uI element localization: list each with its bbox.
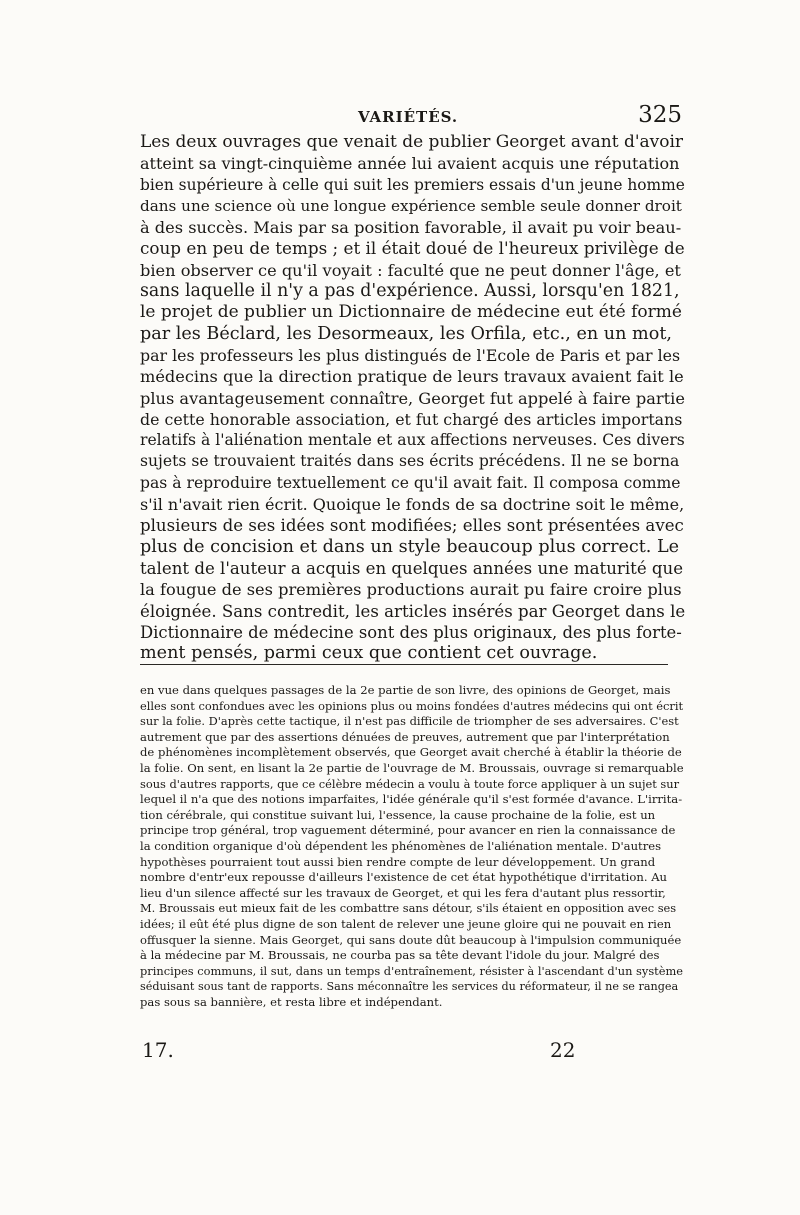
body-text-line: atteint sa vingt-cinquième année lui avaient acquis une réputation	[140, 154, 680, 174]
footnote-line: principes communs, il sut, dans un temps d'entraînement, résister à l'ascendant d'un système	[140, 963, 684, 978]
footnote-line: en vue dans quelques passages de la 2e partie de son livre, des opinions de Georget, mais	[140, 683, 671, 697]
footnote-line: séduisant sous tant de rapports. Sans méconnaître les services du réformateur, il ne se rangea	[140, 980, 679, 994]
body-text-line: le projet de publier un Dictionnaire de médecine eut été formé	[140, 302, 682, 323]
footnote-line: nombre d'entr'eux repousse d'ailleurs l'existence de cet état hypothétique d'irritation. Au	[140, 870, 668, 885]
body-text-line: éloignée. Sans contredit, les articles insérés par Georget dans le	[140, 601, 685, 621]
body-text-line: Dictionnaire de médecine sont des plus originaux, des plus forte-	[140, 622, 682, 642]
footnote-line: à la médecine par M. Broussais, ne courba pas sa tête devant l'idole du jour. Malgré des	[140, 948, 660, 963]
footnote-line: la folie. On sent, en lisant la 2e partie de l'ouvrage de M. Broussais, ouvrage si remarquable	[140, 760, 684, 775]
body-text-line: ment pensés, parmi ceux que contient cet ouvrage.	[140, 643, 598, 664]
body-text-line: médecins que la direction pratique de leurs travaux avaient fait le	[140, 367, 684, 387]
body-text-line: bien supérieure à celle qui suit les premiers essais d'un jeune homme	[140, 175, 685, 194]
footnote-line: de phénomènes incomplètement observés, que Georget avait cherché à établir la théorie de	[140, 745, 682, 760]
page-footer	[140, 1038, 685, 1066]
footnote-line: sur la folie. D'après cette tactique, il n'est pas difficile de triompher de ses adversaires. C'est	[140, 714, 679, 729]
footnote-line: tion cérébrale, qui constitue suivant lui, l'essence, la cause prochaine de la folie, est un	[140, 807, 656, 822]
body-text-line: à des succès. Mais par sa position favorable, il avait pu voir beau-	[140, 218, 682, 238]
body-text-line: relatifs à l'aliénation mentale et aux affections nerveuses. Ces divers	[140, 431, 685, 450]
body-text-line: par les professeurs les plus distingués de l'Ecole de Paris et par les	[140, 345, 681, 365]
footnote-line: hypothèses pourraient tout aussi bien rendre compte de leur développement. Un grand	[140, 854, 656, 869]
body-text-line: plus avantageusement connaître, Georget fut appelé à faire partie	[140, 388, 685, 408]
body-text-line: Les deux ouvrages que venait de publier Georget avant d'avoir	[140, 132, 684, 152]
body-text-line: de cette honorable association, et fut chargé des articles importans	[140, 409, 683, 429]
page-number: 325	[638, 102, 682, 128]
signature-mark-left: 17.	[142, 1038, 174, 1062]
footnote-line: elles sont confondues avec les opinions plus ou moins fondées d'autres médecins qui ont écrit	[140, 698, 684, 713]
footnote-line: M. Broussais eut mieux fait de les combattre sans détour, s'ils étaient en opposition avec ses	[140, 901, 677, 916]
footnote	[140, 683, 685, 1010]
footnote-line: lieu d'un silence affecté sur les travaux de Georget, et qui les fera d'autant plus ressortir,	[140, 885, 666, 900]
footnote-line: sous d'autres rapports, que ce célèbre médecin a voulu à toute force appliquer à un sujet sur	[140, 776, 680, 791]
body-text-line: la fougue de ses premières productions aurait pu faire croire plus	[140, 580, 682, 600]
body-text-line: coup en peu de temps ; et il était doué de l'heureux privilège de	[140, 238, 685, 259]
footnote-line: autrement que par des assertions dénuées de preuves, autrement que par l'interprétation	[140, 729, 670, 744]
body-text-line: bien observer ce qu'il voyait : faculté que ne peut donner l'âge, et	[140, 260, 681, 280]
footnote-line: idées; il eût été plus digne de son talent de relever une jeune gloire qui ne pouvait en rien	[140, 916, 672, 931]
body-text-line: s'il n'avait rien écrit. Quoique le fonds de sa doctrine soit le même,	[140, 495, 685, 515]
body-text-line: sujets se trouvaient traités dans ses écrits précédens. Il ne se borna	[140, 452, 680, 471]
body-text-line: plus de concision et dans un style beaucoup plus correct. Le	[140, 536, 680, 557]
footnote-separator	[140, 664, 668, 665]
body-text-line: pas à reproduire textuellement ce qu'il avait fait. Il composa comme	[140, 473, 681, 492]
footnote-line: principe trop général, trop vaguement déterminé, pour avancer en rien la connaissance de	[140, 823, 676, 838]
body-text-line: plusieurs de ses idées sont modifiées; elles sont présentées avec	[140, 516, 684, 536]
signature-mark-right: 22	[550, 1038, 576, 1062]
body-text-line: talent de l'auteur a acquis en quelques années une maturité que	[140, 558, 684, 578]
footnote-line: offusquer la sienne. Mais Georget, qui sans doute dût beaucoup à l'impulsion communiquée	[140, 932, 682, 947]
body-text-line: sans laquelle il n'y a pas d'expérience. Aussi, lorsqu'en 1821,	[140, 281, 680, 302]
body-paragraph	[140, 132, 685, 664]
body-text-line: par les Béclard, les Desormeaux, les Orfila, etc., en un mot,	[140, 323, 672, 344]
footnote-line: pas sous sa bannière, et resta libre et indépendant.	[140, 994, 443, 1009]
running-head: VARIÉTÉS.	[358, 108, 459, 126]
footnote-line: la condition organique d'où dépendent les phénomènes de l'aliénation mentale. D'autres	[140, 838, 662, 853]
footnote-line: lequel il n'a que des notions imparfaites, l'idée générale qu'il s'est formée d'avance. L'irrita-	[140, 792, 683, 807]
body-text-line: dans une science où une longue expérience semble seule donner droit	[140, 196, 682, 215]
